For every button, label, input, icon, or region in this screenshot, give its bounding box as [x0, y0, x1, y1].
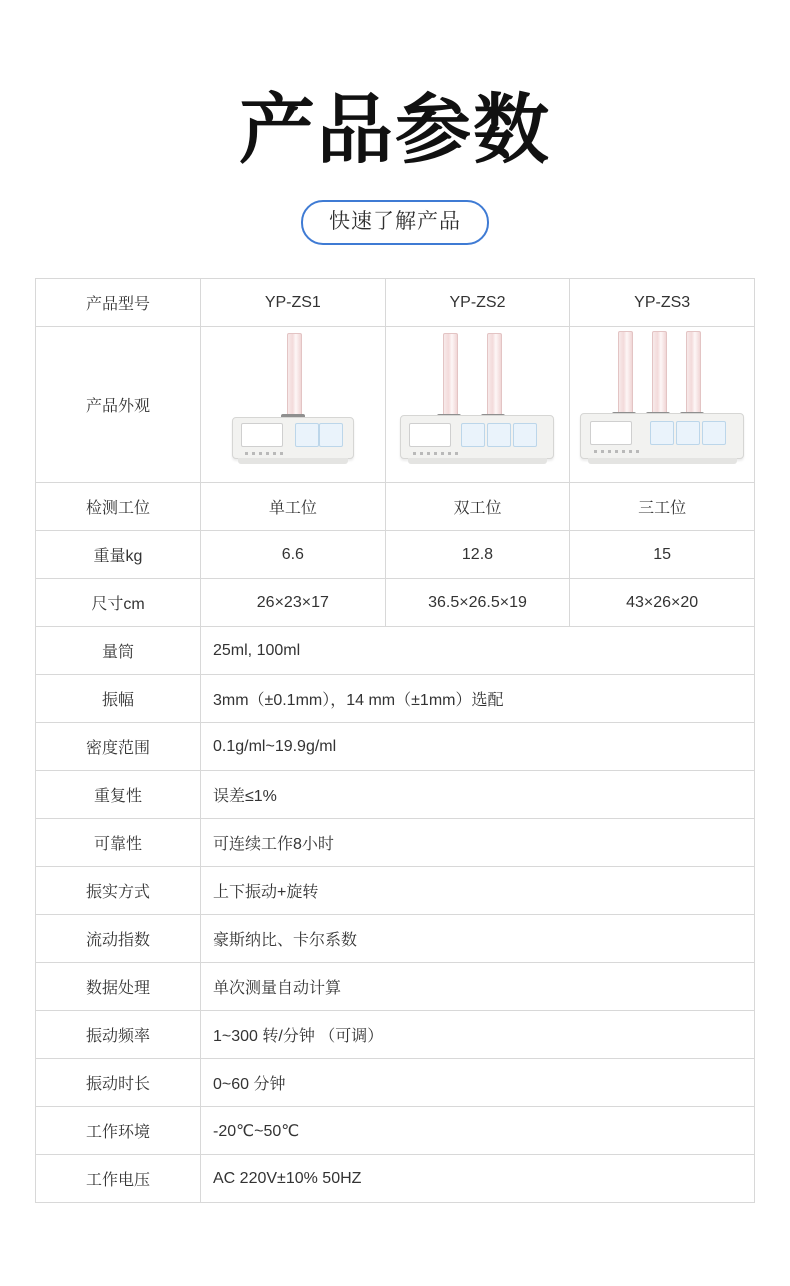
row-value: 15 — [570, 531, 755, 579]
row-value: 25ml, 100ml — [201, 627, 755, 675]
machine-2-tube-illustration — [398, 327, 558, 477]
row-value: YP-ZS1 — [201, 279, 386, 327]
machine-1-tube-illustration — [213, 327, 373, 477]
product-image-cell-1 — [201, 327, 386, 483]
row-value: 豪斯纳比、卡尔系数 — [201, 915, 755, 963]
row-value: 6.6 — [201, 531, 386, 579]
specification-table — [35, 278, 755, 1203]
table-row — [36, 1107, 755, 1155]
machine-3-tube-illustration — [582, 327, 742, 477]
row-label: 尺寸cm — [36, 579, 201, 627]
subtitle-container — [0, 200, 790, 245]
row-value: 0.1g/ml~19.9g/ml — [201, 723, 755, 771]
row-value: YP-ZS3 — [570, 279, 755, 327]
product-image-cell-2 — [385, 327, 570, 483]
row-label: 振幅 — [36, 675, 201, 723]
table-row — [36, 1155, 755, 1203]
table-row — [36, 531, 755, 579]
page-title: 产品参数 — [239, 85, 551, 174]
row-value: 误差≤1% — [201, 771, 755, 819]
row-value: 可连续工作8小时 — [201, 819, 755, 867]
table-row — [36, 675, 755, 723]
table-row — [36, 1059, 755, 1107]
row-value: 1~300 转/分钟 （可调） — [201, 1011, 755, 1059]
table-row — [36, 1011, 755, 1059]
table-row — [36, 771, 755, 819]
row-label: 重量kg — [36, 531, 201, 579]
row-value: 上下振动+旋转 — [201, 867, 755, 915]
row-label: 重复性 — [36, 771, 201, 819]
row-label: 振实方式 — [36, 867, 201, 915]
bottom-spacer — [0, 1203, 790, 1243]
row-value: 双工位 — [385, 483, 570, 531]
row-label: 流动指数 — [36, 915, 201, 963]
row-label: 振动时长 — [36, 1059, 201, 1107]
row-value: YP-ZS2 — [385, 279, 570, 327]
row-label: 产品外观 — [36, 327, 201, 483]
row-label: 数据处理 — [36, 963, 201, 1011]
row-value: 43×26×20 — [570, 579, 755, 627]
row-label: 产品型号 — [36, 279, 201, 327]
row-value: AC 220V±10% 50HZ — [201, 1155, 755, 1203]
row-value: 36.5×26.5×19 — [385, 579, 570, 627]
table-row — [36, 327, 755, 483]
table-row — [36, 915, 755, 963]
table-row — [36, 963, 755, 1011]
row-label: 检测工位 — [36, 483, 201, 531]
product-image-cell-3 — [570, 327, 755, 483]
table-row — [36, 279, 755, 327]
row-label: 工作环境 — [36, 1107, 201, 1155]
row-label: 振动频率 — [36, 1011, 201, 1059]
row-label: 可靠性 — [36, 819, 201, 867]
row-value: 3mm（±0.1mm），14 mm（±1mm）选配 — [201, 675, 755, 723]
row-value: 单工位 — [201, 483, 386, 531]
table-row — [36, 483, 755, 531]
row-value: -20℃~50℃ — [201, 1107, 755, 1155]
table-row — [36, 627, 755, 675]
row-value: 0~60 分钟 — [201, 1059, 755, 1107]
row-value: 12.8 — [385, 531, 570, 579]
table-row — [36, 867, 755, 915]
row-value: 三工位 — [570, 483, 755, 531]
table-row — [36, 819, 755, 867]
row-value: 单次测量自动计算 — [201, 963, 755, 1011]
row-label: 密度范围 — [36, 723, 201, 771]
table-row — [36, 579, 755, 627]
row-value: 26×23×17 — [201, 579, 386, 627]
table-row — [36, 723, 755, 771]
subtitle-pill: 快速了解产品 — [301, 200, 489, 245]
row-label: 量筒 — [36, 627, 201, 675]
row-label: 工作电压 — [36, 1155, 201, 1203]
